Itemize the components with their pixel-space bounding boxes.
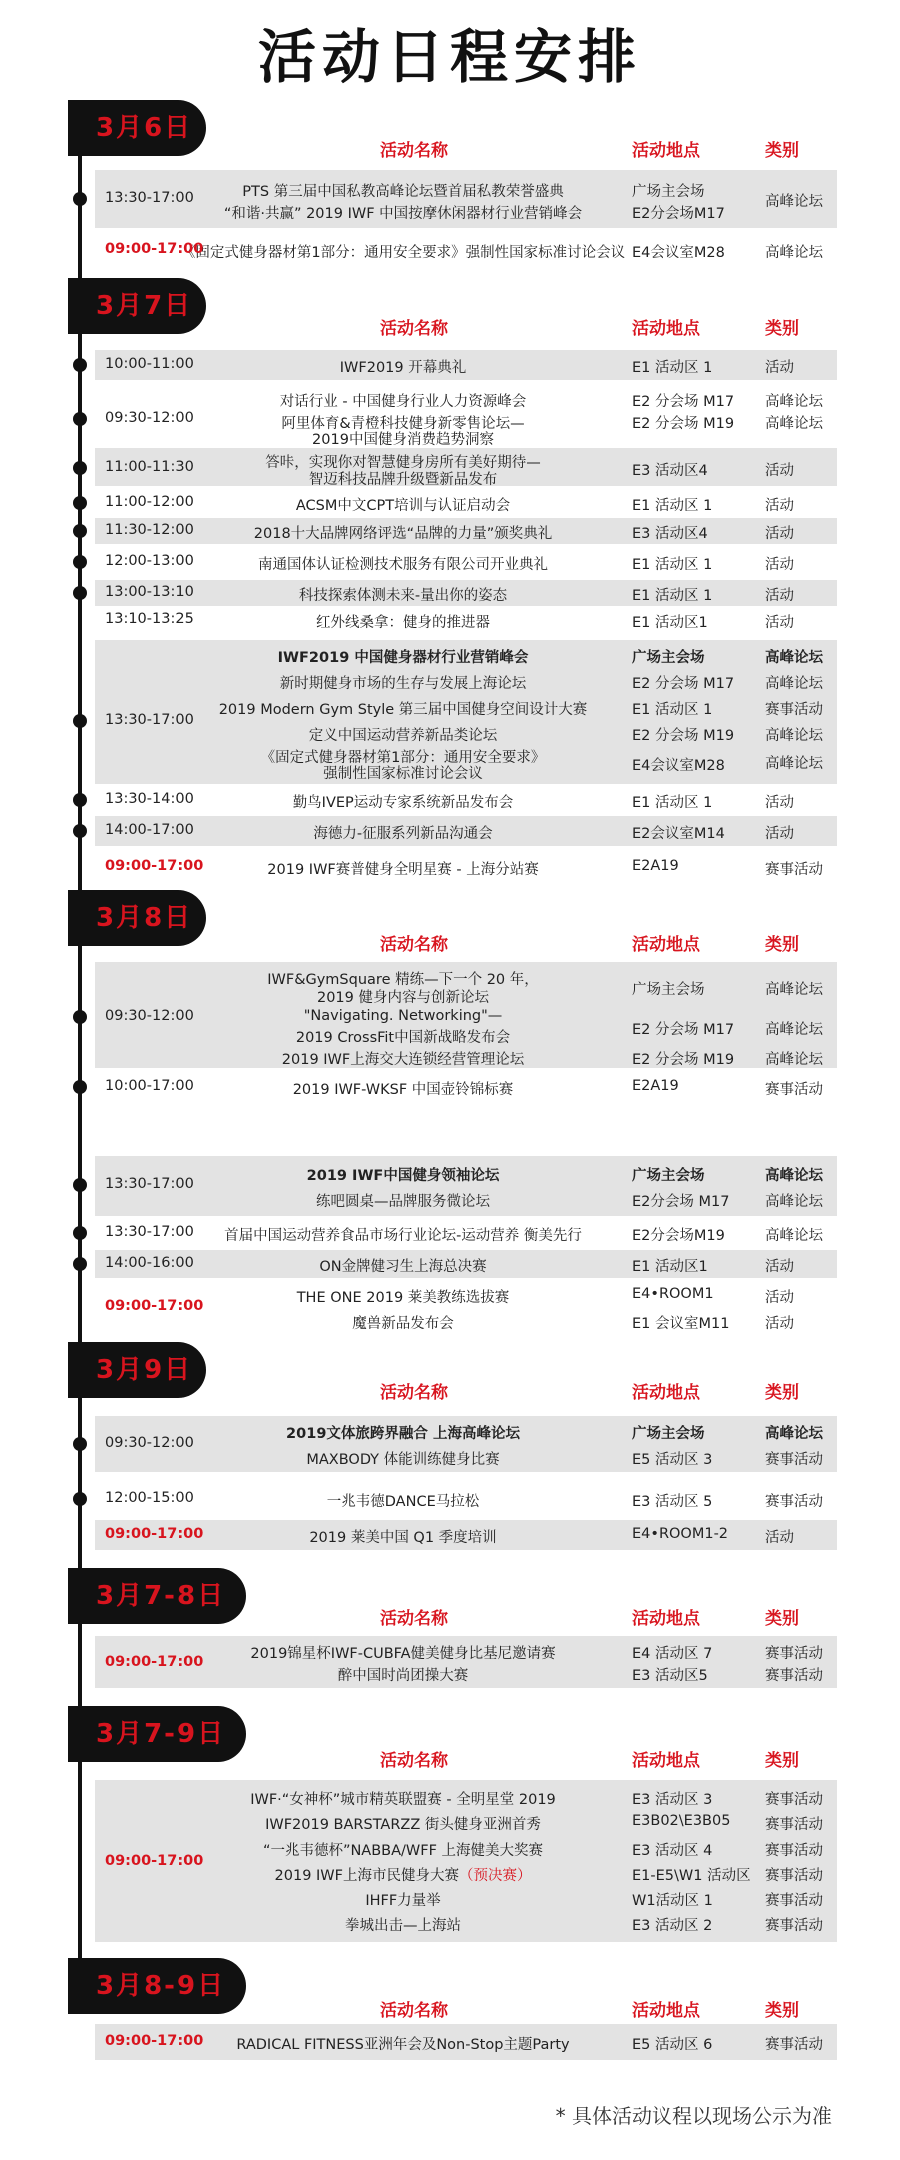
event-group: 《固定式健身器材第1部分：通用安全要求》强制性国家标准讨论会议 E4会议室M28 高峰论坛 — [180, 245, 823, 261]
event-time: 09:00-17:00 — [105, 241, 204, 257]
event-group: 一兆韦德DANCE马拉松 E3 活动区 5 赛事活动 — [326, 1494, 823, 1510]
day-tab: 3月7-8日 — [68, 1568, 246, 1624]
event-group: 2018十大品牌网络评选“品牌的力量”颁奖典礼 E3 活动区4 活动 — [95, 518, 837, 544]
header-place: 活动地点 — [632, 141, 700, 161]
event-group: RADICAL FITNESS亚洲年会及Non-Stop主题Party E5 活动区 6 赛事活动 — [95, 2024, 837, 2060]
timeline-dot — [73, 1437, 87, 1451]
header-name: 活动名称 — [380, 141, 448, 161]
event-group: 2019 IWF赛普健身全明星赛 - 上海分站赛 E2A19 赛事活动 — [267, 858, 823, 878]
timeline-dot — [73, 461, 87, 475]
event-group: PTS 第三届中国私教高峰论坛暨首届私教荣誉盛典 广场主会场 “和谐·共赢” 2019 IWF 中国按摩休闲器材行业营销峰会 E2分会场M17 高峰论坛 — [95, 170, 837, 228]
timeline-dot — [73, 555, 87, 569]
timeline-dot — [73, 412, 87, 426]
page-title: 活动日程安排 — [257, 23, 642, 91]
timeline-dot — [73, 1178, 87, 1192]
event-group: 2019 莱美中国 Q1 季度培训 E4•ROOM1-2 活动 — [95, 1520, 837, 1550]
event-group: IWF&GymSquare 精练—下一个 20 年， 广场主会场 高峰论坛 2019 健身内容与创新论坛 "Navigating. Networking"— E2 分会场 M17 高峰论坛 2019 CrossFit中国新战略发布会 2019 IWF上海交大连锁经营管理论坛 E2 分会场 M19 高峰论坛 — [95, 962, 837, 1068]
event-group: 2019 IWF中国健身领袖论坛 广场主会场 高峰论坛 练吧圆桌—品牌服务微论坛 E2分会场 M17 高峰论坛 — [95, 1156, 837, 1216]
day-tab: 3月6日 — [68, 100, 206, 156]
timeline-dot — [73, 1492, 87, 1506]
timeline-dot — [73, 1226, 87, 1240]
timeline-dot — [73, 358, 87, 372]
event-group: 科技探索体测未来-量出你的姿态 E1 活动区 1 活动 — [95, 580, 837, 606]
day-tab: 3月7日 — [68, 278, 206, 334]
timeline-dot — [73, 496, 87, 510]
event-group: 海德力-征服系列新品沟通会 E2会议室M14 活动 — [95, 816, 837, 846]
event-group: 2019 IWF-WKSF 中国壶铃锦标赛 E2A19 赛事活动 — [292, 1078, 823, 1098]
timeline-dot — [73, 192, 87, 206]
event-time: 13:30-17:00 — [105, 190, 194, 206]
event-group: 2019锦星杯IWF-CUBFA健美健身比基尼邀请赛 E4 活动区 7 赛事活动 醉中国时尚团操大赛 E3 活动区5 赛事活动 — [95, 1636, 837, 1688]
event-group: IWF·“女神杯”城市精英联盟赛 - 全明星堂 2019 E3 活动区 3 赛事活动 IWF2019 BARSTARZZ 街头健身亚洲首秀 E3B02\E3B05 赛事活动 “一兆韦德杯”NABBA/WFF 上海健美大奖赛 E3 活动区 4 赛事活动 2019 IWF上海市民健身大赛（预决赛） E1-E5\W1 活动区 赛事活动 IHFF力量举 W1活动区 1 赛事活动 拳城出击—上海站 E3 活动区 2 赛事活动 — [95, 1780, 837, 1942]
timeline-dot — [73, 1080, 87, 1094]
day-tab: 3月9日 — [68, 1342, 206, 1398]
event-group: 红外线桑拿：健身的推进器 E1 活动区1 活动 — [316, 615, 794, 631]
event-group: ACSM中文CPT培训与认证启动会 E1 活动区 1 活动 — [295, 498, 794, 514]
header-cat: 类别 — [765, 141, 799, 161]
day-tab: 3月8-9日 — [68, 1958, 246, 2014]
event-group: 2019文体旅跨界融合 上海高峰论坛 广场主会场 高峰论坛 MAXBODY 体能训练健身比赛 E5 活动区 3 赛事活动 — [95, 1416, 837, 1472]
event-group: IWF2019 开幕典礼 E1 活动区 1 活动 — [95, 350, 837, 380]
timeline-dot — [73, 714, 87, 728]
day-tab: 3月7-9日 — [68, 1706, 246, 1762]
day-tab: 3月8日 — [68, 890, 206, 946]
timeline-dot — [73, 824, 87, 838]
event-category: 高峰论坛 — [765, 194, 823, 210]
timeline-dot — [73, 524, 87, 538]
event-group: IWF2019 中国健身器材行业营销峰会 广场主会场 高峰论坛 新时期健身市场的生存与发展上海论坛 E2 分会场 M17 高峰论坛 2019 Modern Gym Style 第三届中国健身空间设计大赛 E1 活动区 1 赛事活动 定义中国运动营养新品类论坛 E2 分会场 M19 高峰论坛 《固定式健身器材第1部分：通用安全要求》 E4会议室M28 高峰论坛 强制性国家标准讨论会议 — [95, 640, 837, 784]
event-group: ON金牌健习生上海总决赛 E1 活动区1 活动 — [95, 1250, 837, 1278]
event-group: 对话行业 - 中国健身行业人力资源峰会 E2 分会场 M17 高峰论坛 阿里体育&青橙科技健身新零售论坛— E2 分会场 M19 高峰论坛 2019中国健身消费趋势洞察 — [279, 394, 823, 448]
footnote: * 具体活动议程以现场公示为准 — [555, 2104, 832, 2128]
event-group: 南通国体认证检测技术服务有限公司开业典礼 E1 活动区 1 活动 — [258, 557, 794, 573]
event-group: 答咔，实现你对智慧健身房所有美好期待— E3 活动区4 活动 智迈科技品牌升级暨新品发布 — [95, 448, 837, 486]
timeline-dot — [73, 1257, 87, 1271]
event-group: THE ONE 2019 莱美教练选拔赛 E4•ROOM1 活动 魔兽新品发布会 E1 会议室M11 活动 — [296, 1286, 794, 1332]
timeline-dot — [73, 793, 87, 807]
timeline-dot — [73, 1010, 87, 1024]
timeline-dot — [73, 586, 87, 600]
event-group: 首届中国运动营养食品市场行业论坛-运动营养 衡美先行 E2分会场M19 高峰论坛 — [224, 1228, 823, 1244]
event-group: 勤鸟IVEP运动专家系统新品发布会 E1 活动区 1 活动 — [292, 795, 794, 811]
